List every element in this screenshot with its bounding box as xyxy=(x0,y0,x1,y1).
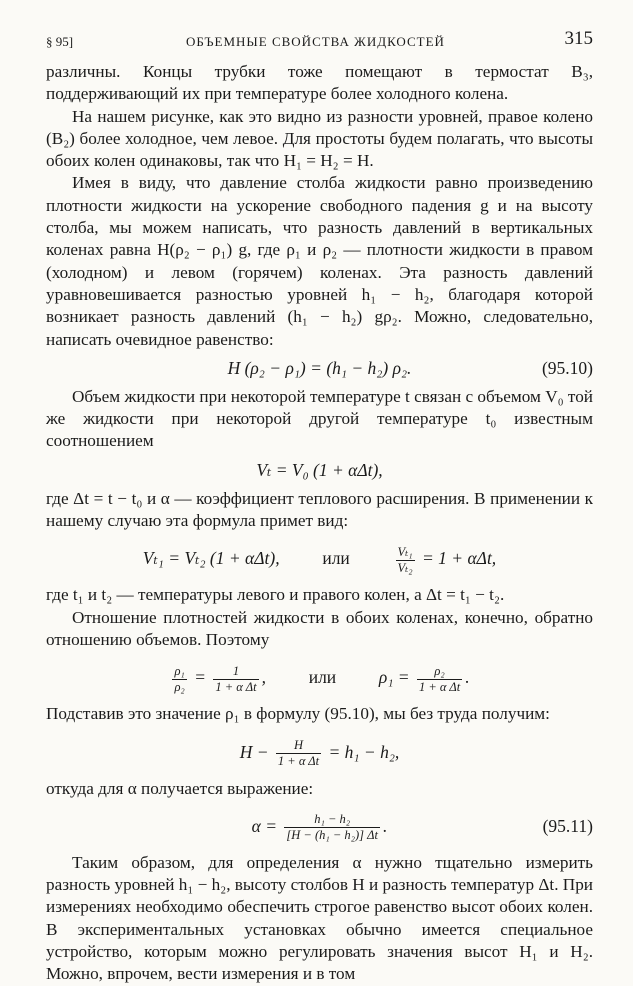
eq4-f3-num: ρ₂ xyxy=(417,664,462,680)
eq3-fraction xyxy=(396,545,415,576)
paragraph-10: Таким образом, для определения α нужно тщательно измерить разность уровней h₁ − h₂, высоту столбов H и разность температур Δt. При измерениях необходимо обеспечить строгое равенство высот обоих колен. В экспериментальных установках обычно имеется специальное устройство, которым можно регулировать значения высот H₁ и H₂. Можно, впрочем, вести измерения и в том xyxy=(46,852,593,984)
paragraph-2: На нашем рисунке, как это видно из разности уровней, правое колено (B₂) более холодное, чем левое. Для простоты будем полагать, что высоты обоих колен одинаковы, так что H₁ = H₂ = H. xyxy=(46,106,593,171)
eq5-frac-den: 1 + α Δt xyxy=(277,754,320,769)
section-ref: § 95] xyxy=(46,34,74,49)
running-title: ОБЪЕМНЫЕ СВОЙСТВА ЖИДКОСТЕЙ xyxy=(186,34,445,49)
eq4-f3-den: 1 + α Δt xyxy=(418,679,461,694)
eq4-fraction-2 xyxy=(213,664,258,695)
eq6-lhs: α = xyxy=(251,815,278,836)
eq3-frac-num: Vₜ₁ xyxy=(397,544,413,559)
paragraph-1: различны. Концы трубки тоже помещают в термостат B₃, поддерживающий их при температуре более холодного колена. xyxy=(46,62,593,104)
eq4-f2-num: 1 xyxy=(213,664,258,680)
paragraph-8: Подставив это значение ρ₁ в формулу (95.10), мы без труда получим: xyxy=(46,704,550,724)
equation-95-11 xyxy=(46,804,593,848)
body-text xyxy=(46,61,593,986)
eq3-right: = 1 + αΔt, xyxy=(422,548,497,569)
page-number: 315 xyxy=(564,28,593,49)
eq3-left: Vₜ₁ = Vₜ₂ (1 + αΔt), xyxy=(142,548,280,569)
eq4-end: . xyxy=(465,667,470,688)
paragraph-9: откуда для α получается выражение: xyxy=(46,778,314,798)
eq4-f1-den: ρ₂ xyxy=(174,679,185,694)
equation-volume-ratio xyxy=(46,536,593,580)
equation-volume-formula: Vₜ = V₀ (1 + αΔt), xyxy=(256,459,383,480)
eq4-lhs2: ρ₁ = xyxy=(378,667,410,688)
paragraph-5: где Δt = t − t₀ и α — коэффициент теплового расширения. В применении к нашему случаю эта формула примет вид: xyxy=(46,488,593,531)
equation-95-10-formula: H (ρ₂ − ρ₁) = (h₁ − h₂) ρ₂. xyxy=(227,357,412,378)
eq6-end: . xyxy=(382,815,388,836)
page-header xyxy=(46,28,593,58)
eq4-sep: , xyxy=(261,667,266,688)
equation-95-10 xyxy=(46,356,593,380)
eq3-frac-den: Vₜ₂ xyxy=(397,560,413,575)
equation-density-ratio xyxy=(46,655,593,699)
paragraph-3: Имея в виду, что давление столба жидкости равно произведению плотности жидкости на ускорение свободного падения g и на высоту столба, мы можем написать, что разность давлений в вертикальных коленах равна H(ρ₂ − ρ₁) g, где ρ₁ и ρ₂ — плотности жидкости в правом (холодном) и левом (горячем) коленах. Эта разность давлений уравновешивается разностью уровней h₁ − h₂, благодаря которой возникает разность давлений (h₁ − h₂) gρ₂. Можно, следовательно, написать очевидное равенство: xyxy=(46,173,593,349)
eq5-rhs: = h₁ − h₂, xyxy=(328,741,400,762)
eq4-connector: или xyxy=(308,667,337,688)
eq4-fraction-3 xyxy=(417,664,462,695)
eq5-frac-num: H xyxy=(276,738,321,754)
paragraph-7: Отношение плотностей жидкости в обоих коленах, конечно, обратно отношению объемов. Поэтому xyxy=(46,607,593,649)
equation-95-10-label: (95.10) xyxy=(541,357,593,378)
paragraph-4: Объем жидкости при некоторой температуре t связан с объемом V₀ той же жидкости при некоторой другой температуре t₀ известным соотношением xyxy=(46,386,593,451)
equation-volume xyxy=(46,458,593,482)
equation-95-11-label: (95.11) xyxy=(542,815,593,836)
equation-substituted xyxy=(46,730,593,774)
eq4-f1-num: ρ₁ xyxy=(174,663,185,678)
eq4-f2-den: 1 + α Δt xyxy=(215,679,257,694)
eq6-frac-den: [H − (h₁ − h₂)] Δt xyxy=(286,828,378,843)
paragraph-6: где t₁ и t₂ — температуры левого и правого колен, а Δt = t₁ − t₂. xyxy=(46,585,505,605)
eq6-frac-num: h₁ − h₂ xyxy=(284,812,380,828)
eq6-fraction xyxy=(284,812,380,843)
eq3-connector: или xyxy=(322,548,350,569)
eq5-lhs: H − xyxy=(239,741,269,762)
eq4-fraction-1 xyxy=(172,664,186,695)
eq4-equals: = xyxy=(194,667,206,688)
eq5-fraction xyxy=(276,738,321,769)
